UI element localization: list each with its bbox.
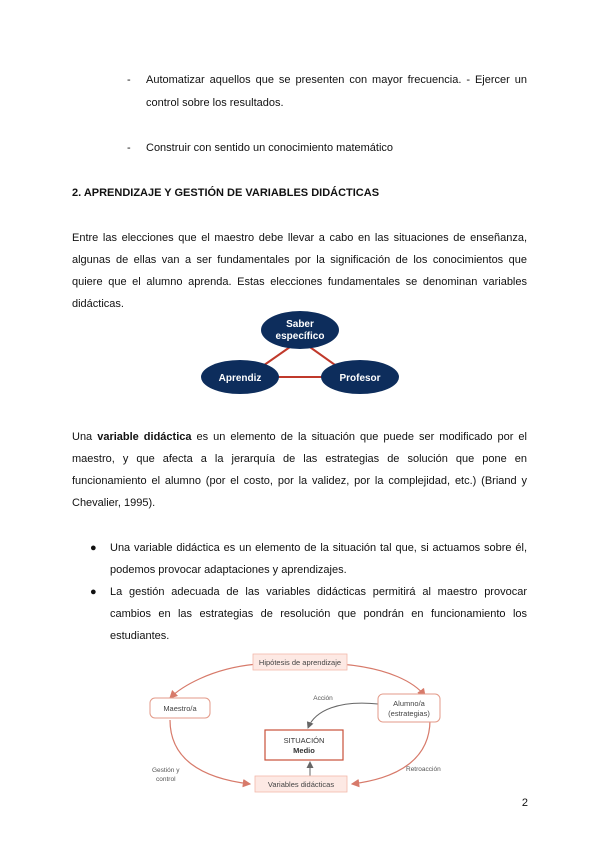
saber-node bbox=[261, 311, 339, 349]
triangle-diagram bbox=[190, 308, 410, 398]
situation-label: SITUACIÓN bbox=[283, 736, 325, 745]
paragraph-line: Entre las elecciones que el maestro debe llevar a cabo en las situaciones de enseñanza, bbox=[72, 232, 527, 244]
list-item-text: Construir con sentido un conocimiento matemático bbox=[146, 142, 394, 154]
student-label: Alumno/a bbox=[393, 699, 425, 708]
paragraph-line: funcionamiento el alumno (por el costo, por la validez, por la complejidad, etc.) (Briand y bbox=[72, 475, 527, 487]
action-label: Acción bbox=[313, 695, 333, 702]
section-heading: 2. APRENDIZAJE Y GESTIÓN DE VARIABLES DIDÁCTICAS bbox=[72, 187, 380, 199]
paragraph-line: Chevalier, 1995). bbox=[72, 497, 156, 509]
paragraph-text: es un elemento de la situación que puede ser modificado por el bbox=[191, 431, 527, 443]
teacher-label: Maestro/a bbox=[163, 704, 197, 713]
paragraph-line bbox=[72, 430, 527, 444]
aprendiz-node-label: Aprendiz bbox=[218, 373, 262, 384]
paragraph-text: Una bbox=[72, 431, 98, 443]
saber-node-label: específico bbox=[275, 331, 325, 342]
bullet-text: estudiantes. bbox=[110, 630, 170, 642]
hypothesis-label: Hipótesis de aprendizaje bbox=[258, 658, 342, 667]
list-item-text: control sobre los resultados. bbox=[146, 97, 284, 109]
feedback-label: Retroacción bbox=[406, 766, 441, 773]
page-number: 2 bbox=[521, 797, 528, 809]
bullet-text: Una variable didáctica es un elemento de la situación tal que, si actuamos sobre él, bbox=[110, 542, 527, 554]
paragraph-line: didácticas. bbox=[72, 298, 124, 310]
situation-label: Medio bbox=[293, 746, 315, 755]
student-label: (estrategias) bbox=[388, 709, 430, 718]
saber-node-label: Saber bbox=[286, 319, 314, 330]
paragraph-line: algunas de ellas van a ser fundamentales por la significación de los conocimientos que bbox=[72, 254, 527, 266]
list-item-text: Automatizar aquellos que se presenten con mayor frecuencia. - Ejercer un bbox=[146, 74, 527, 86]
bullet-icon: ● bbox=[90, 586, 97, 598]
bullet-icon: ● bbox=[90, 542, 97, 554]
term-highlight: variable didáctica bbox=[97, 431, 192, 443]
cycle-diagram bbox=[140, 648, 460, 796]
bullet-text: cambios en las estrategias de resolución que pondrán en funcionamiento los bbox=[110, 608, 527, 620]
variables-label: Variables didácticas bbox=[267, 780, 335, 789]
bullet-text: La gestión adecuada de las variables didácticas permitirá al maestro provocar bbox=[110, 586, 527, 598]
paragraph-line: quiere que el alumno aprenda. Estas elecciones fundamentales se denominan variables bbox=[72, 276, 527, 288]
profesor-node-label: Profesor bbox=[339, 373, 381, 384]
dash-marker: - bbox=[127, 74, 131, 86]
paragraph-line: maestro, y que afecta a la jerarquía de las estrategias de solución que pone en bbox=[72, 453, 527, 465]
management-label: control bbox=[156, 776, 176, 783]
management-label: Gestión y bbox=[152, 767, 180, 774]
dash-marker: - bbox=[127, 142, 131, 154]
bullet-text: podemos provocar adaptaciones y aprendizajes. bbox=[110, 564, 347, 576]
